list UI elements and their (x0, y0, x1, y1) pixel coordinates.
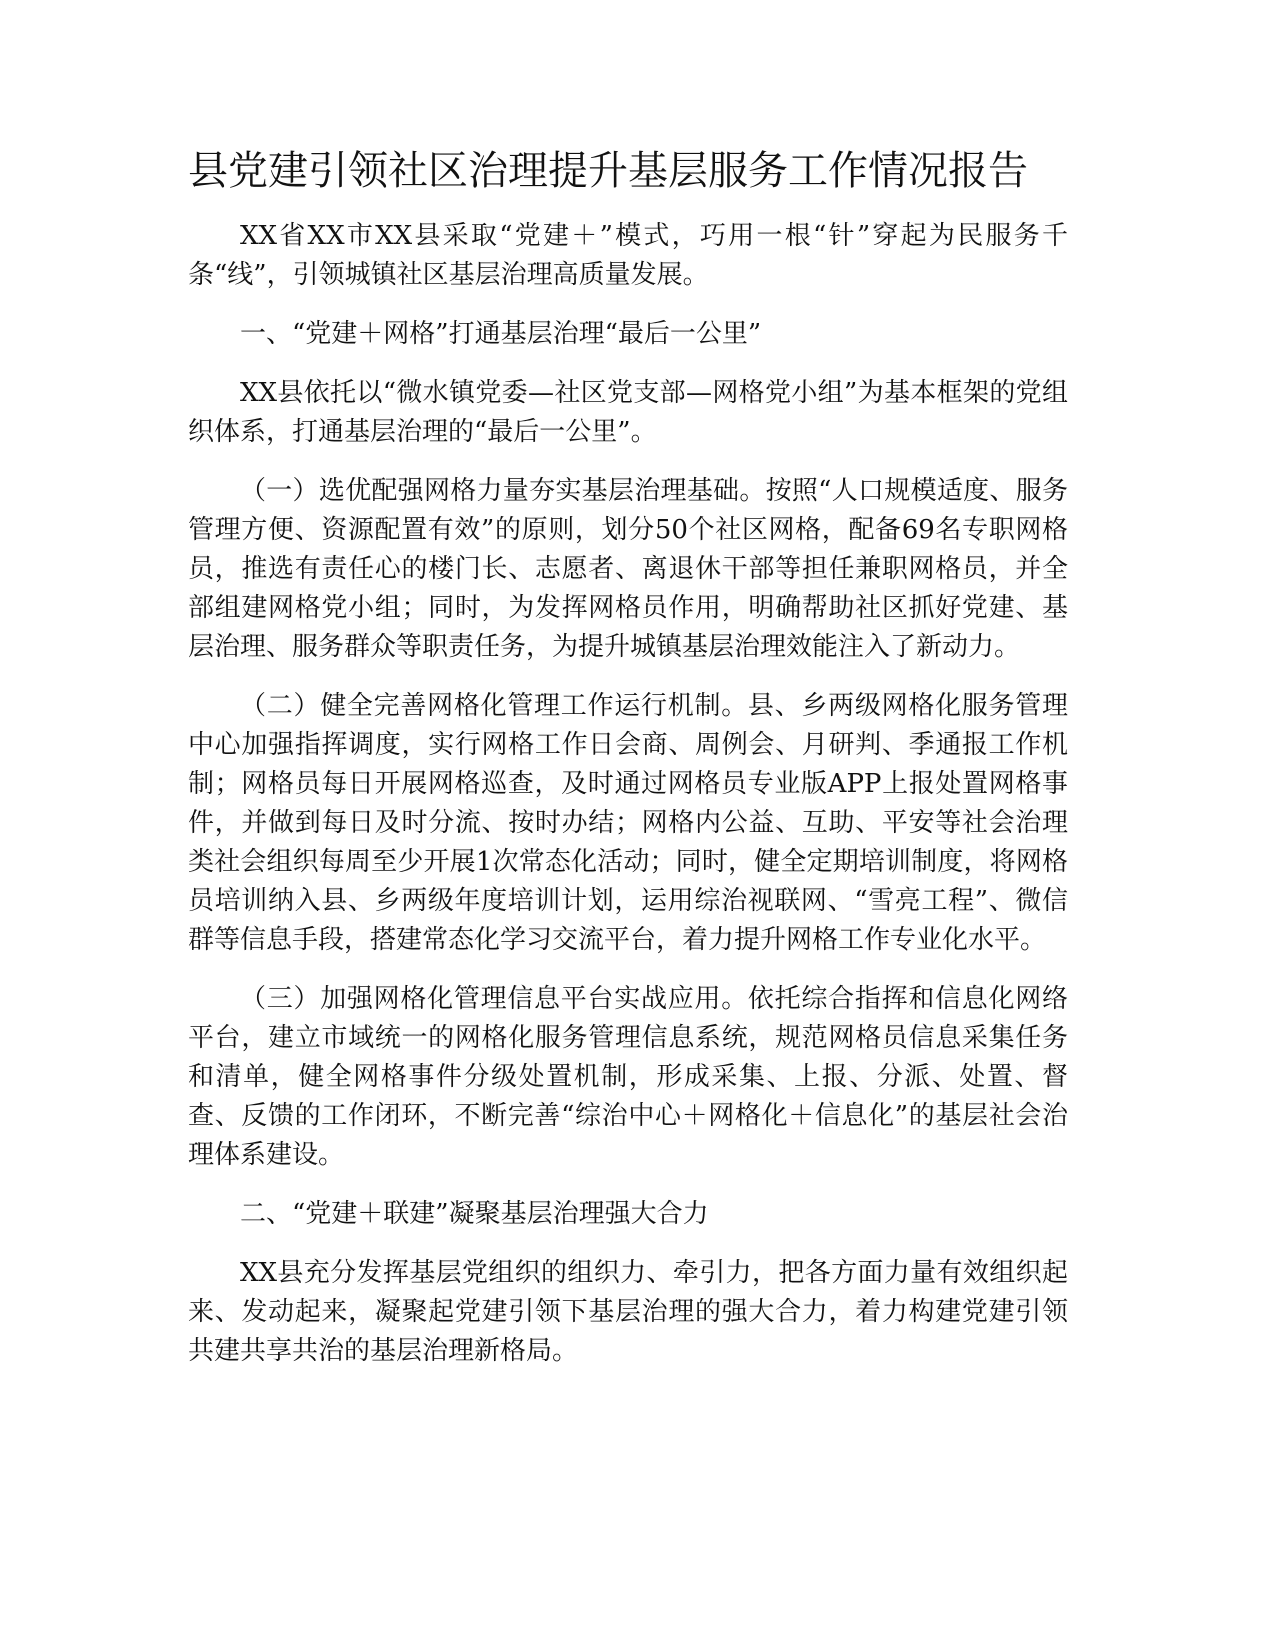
intro-paragraph: XX省XX市XX县采取“党建＋”模式，巧用一根“针”穿起为民服务千条“线”，引领城镇社区基层治理高质量发展。 (188, 221, 1068, 290)
section-2-lead-paragraph: XX县充分发挥基层党组织的组织力、牵引力，把各方面力量有效组织起来、发动起来，凝聚起党建引领下基层治理的强大合力，着力构建党建引领共建共享共治的基层治理新格局。 (188, 1258, 1068, 1366)
document-title: 县党建引领社区治理提升基层服务工作情况报告 (188, 148, 1028, 194)
section-1-item-3-paragraph: （三）加强网格化管理信息平台实战应用。依托综合指挥和信息化网络平台，建立市域统一的网格化服务管理信息系统，规范网格员信息采集任务和清单，健全网格事件分级处置机制，形成采集、上报、分派、处置、督查、反馈的工作闭环，不断完善“综治中心＋网格化＋信息化”的基层社会治理体系建设。 (188, 984, 1068, 1170)
section-1-lead-paragraph: XX县依托以“微水镇党委—社区党支部—网格党小组”为基本框架的党组织体系，打通基层治理的“最后一公里”。 (188, 378, 1068, 447)
section-1-item-2-paragraph: （二）健全完善网格化管理工作运行机制。县、乡两级网格化服务管理中心加强指挥调度，实行网格工作日会商、周例会、月研判、季通报工作机制；网格员每日开展网格巡查，及时通过网格员专业版APP上报处置网格事件，并做到每日及时分流、按时办结；网格内公益、互助、平安等社会治理类社会组织每周至少开展1次常态化活动；同时，健全定期培训制度，将网格员培训纳入县、乡两级年度培训计划，运用综治视联网、“雪亮工程”、微信群等信息手段，搭建常态化学习交流平台，着力提升网格工作专业化水平。 (188, 691, 1068, 955)
section-2-heading: 二、“党建＋联建”凝聚基层治理强大合力 (240, 1199, 709, 1229)
section-1-item-1-paragraph: （一）选优配强网格力量夯实基层治理基础。按照“人口规模适度、服务管理方便、资源配置有效”的原则，划分50个社区网格，配备69名专职网格员，推选有责任心的楼门长、志愿者、离退休干部等担任兼职网格员，并全部组建网格党小组；同时，为发挥网格员作用，明确帮助社区抓好党建、基层治理、服务群众等职责任务，为提升城镇基层治理效能注入了新动力。 (188, 476, 1068, 662)
section-1-heading: 一、“党建＋网格”打通基层治理“最后一公里” (240, 319, 762, 349)
document-page (188, 145, 1068, 1391)
